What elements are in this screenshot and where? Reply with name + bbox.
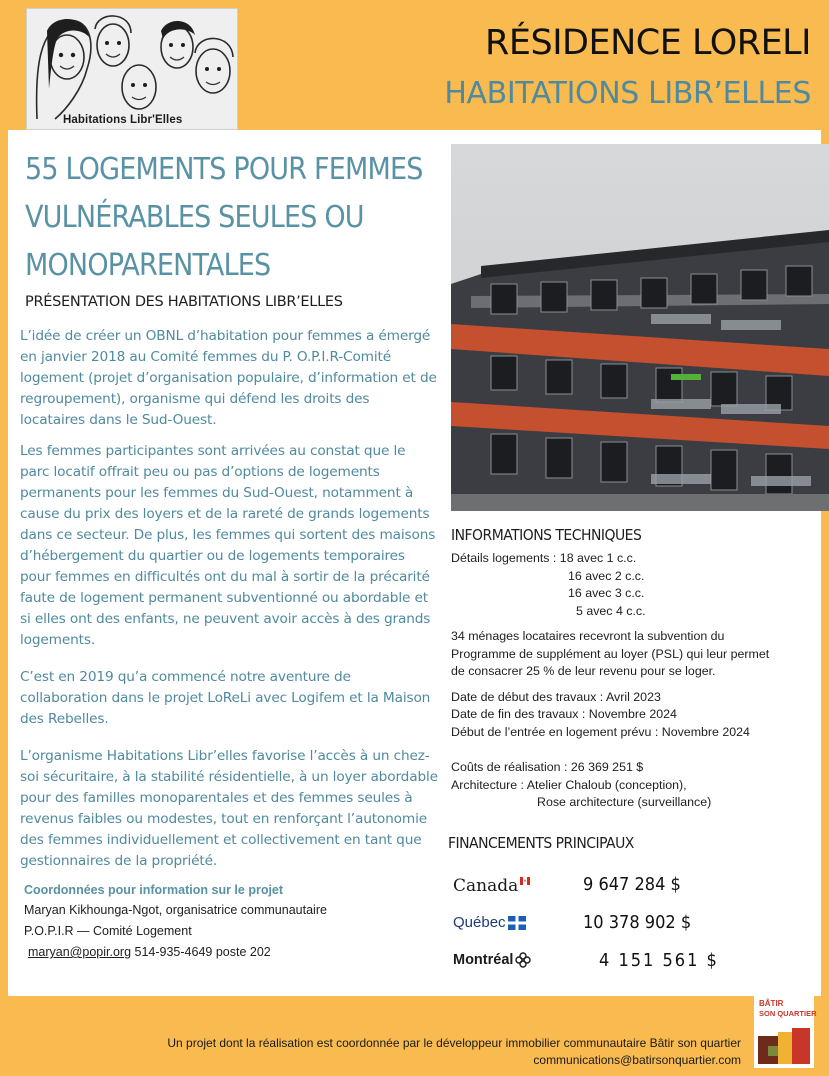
batir-son-quartier-logo [754, 996, 817, 1068]
canada-flag-icon [520, 877, 530, 885]
footer-email[interactable]: communications@batirsonquartier.com [533, 1053, 741, 1067]
batir-logo-text-2: SON QUARTIER [759, 1009, 817, 1018]
financing-row-quebec [453, 912, 713, 938]
building-illustration [451, 144, 829, 511]
financing-row-canada [453, 874, 713, 900]
quebec-amount: 10 378 902 $ [583, 912, 692, 933]
section-title-presentation: PRÉSENTATION DES HABITATIONS LIBR’ELLES [25, 294, 343, 310]
units-3: 16 avec 3 c.c. [568, 586, 645, 600]
headline [25, 146, 445, 290]
montreal-amount: 4 151 561 $ [599, 950, 719, 971]
contact-email-phone [24, 942, 444, 963]
tech-title: INFORMATIONS TECHNIQUES [451, 526, 642, 544]
start-date: Date de début des travaux : Avril 2023 [451, 689, 661, 704]
logo-caption: Habitations Libr'Elles [63, 114, 183, 126]
technical-info [451, 526, 821, 812]
logo-faces-image [27, 9, 238, 130]
paragraph-3: C’est en 2019 qu’a commencé notre aventure de collaboration dans le projet LoReLi avec Logifem et la Maison des Rebelles. [20, 669, 431, 727]
paragraph-2: Les femmes participantes sont arrivées au constat que le parc locatif offrait peu ou pas d’options de logements permanents pour les femmes du Sud-Ouest, notamment à cause du prix des loyers et de la rareté de grands logements dans ce secteur. De plus, les femmes qui sortent des maisons d’hébergement du quartier ou de logements temporaires pour femmes en difficultés ont du mal à sortir de la précarité faute de logement permanent subventionné ou abordable et si elles ont des enfants, ne peuvent avoir accès à des grands logements. [20, 443, 436, 648]
dates-block [451, 689, 821, 742]
psl-block [451, 628, 821, 681]
units-1: Détails logements : 18 avec 1 c.c. [451, 551, 637, 565]
habitations-librelles-logo [26, 8, 238, 130]
quebec-logo [453, 914, 526, 931]
end-date: Date de fin des travaux : Novembre 2024 [451, 707, 677, 721]
architecture-2: Rose architecture (surveillance) [537, 795, 712, 809]
cost: Coûts de réalisation : 26 369 251 $ [451, 760, 644, 774]
headline-line-2: VULNÉRABLES SEULES OU [25, 200, 364, 235]
psl-line-3: de consacrer 25 % de leur revenu pour se loger. [451, 664, 716, 678]
units-2: 16 avec 2 c.c. [568, 568, 645, 583]
psl-line-1: 34 ménages locataires recevront la subvention du [451, 629, 725, 643]
batir-logo-text-1: BÂTIR [759, 999, 784, 1008]
contact-title: Coordonnées pour information sur le projet [24, 883, 284, 897]
page-title: RÉSIDENCE LORELI [485, 23, 811, 63]
presentation-text [20, 326, 438, 882]
headline-line-3: MONOPARENTALES [25, 248, 271, 283]
psl-line-2: Programme de supplément au loyer (PSL) qui leur permet [451, 646, 770, 661]
architecture-1: Architecture : Atelier Chaloub (conception), [451, 777, 687, 792]
financing-row-montreal [453, 950, 719, 976]
montreal-wordmark: Montréal [453, 952, 514, 968]
contact-block [24, 880, 444, 963]
move-in-date: Début de l’entrée en logement prévu : Novembre 2024 [451, 724, 750, 739]
quebec-wordmark: Québec [453, 914, 506, 931]
canada-amount: 9 647 284 $ [583, 874, 681, 895]
canada-logo [453, 876, 530, 896]
quebec-flag-icon [508, 916, 526, 930]
montreal-rosette-icon [515, 952, 531, 968]
contact-email-link[interactable]: maryan@popir.org [28, 945, 132, 959]
financing-title: FINANCEMENTS PRINCIPAUX [448, 834, 634, 852]
paragraph-1: L’idée de créer un OBNL d’habitation pour femmes a émergé en janvier 2018 au Comité femmes du P. O.P.I.R-Comité logement (projet d’organisation populaire, d’information et de regroupement), organisme qui défend les droits des locataires dans le Sud-Ouest. [20, 328, 437, 428]
canada-wordmark: Canada [453, 876, 519, 896]
montreal-logo [453, 952, 531, 968]
cost-block [451, 759, 821, 812]
content-panel [8, 130, 821, 996]
contact-name: Maryan Kikhounga-Ngot, organisatrice communautaire [24, 903, 327, 917]
paragraph-4: L’organisme Habitations Libr’elles favorise l’accès à un chez-soi sécuritaire, à la stabilité résidentielle, à un loyer abordable pour des familles monoparentales et des femmes seules à revenus faibles ou modestes, tout en renforçant l’autonomie des femmes individuellement et collectivement en tant que gestionnaires de la propriété. [20, 748, 438, 869]
units-4: 5 avec 4 c.c. [576, 603, 646, 618]
footer-text [167, 1035, 741, 1069]
headline-line-1: 55 LOGEMENTS POUR FEMMES [25, 152, 423, 187]
contact-phone: 514-935-4649 poste 202 [134, 945, 271, 959]
contact-org: P.O.P.I.R — Comité Logement [24, 924, 192, 938]
building-photo [451, 144, 829, 511]
page-subtitle: HABITATIONS LIBR’ELLES [444, 76, 811, 111]
footer-line-1: Un projet dont la réalisation est coordonnée par le développeur immobilier communautaire Bâtir son quartier [167, 1036, 741, 1050]
